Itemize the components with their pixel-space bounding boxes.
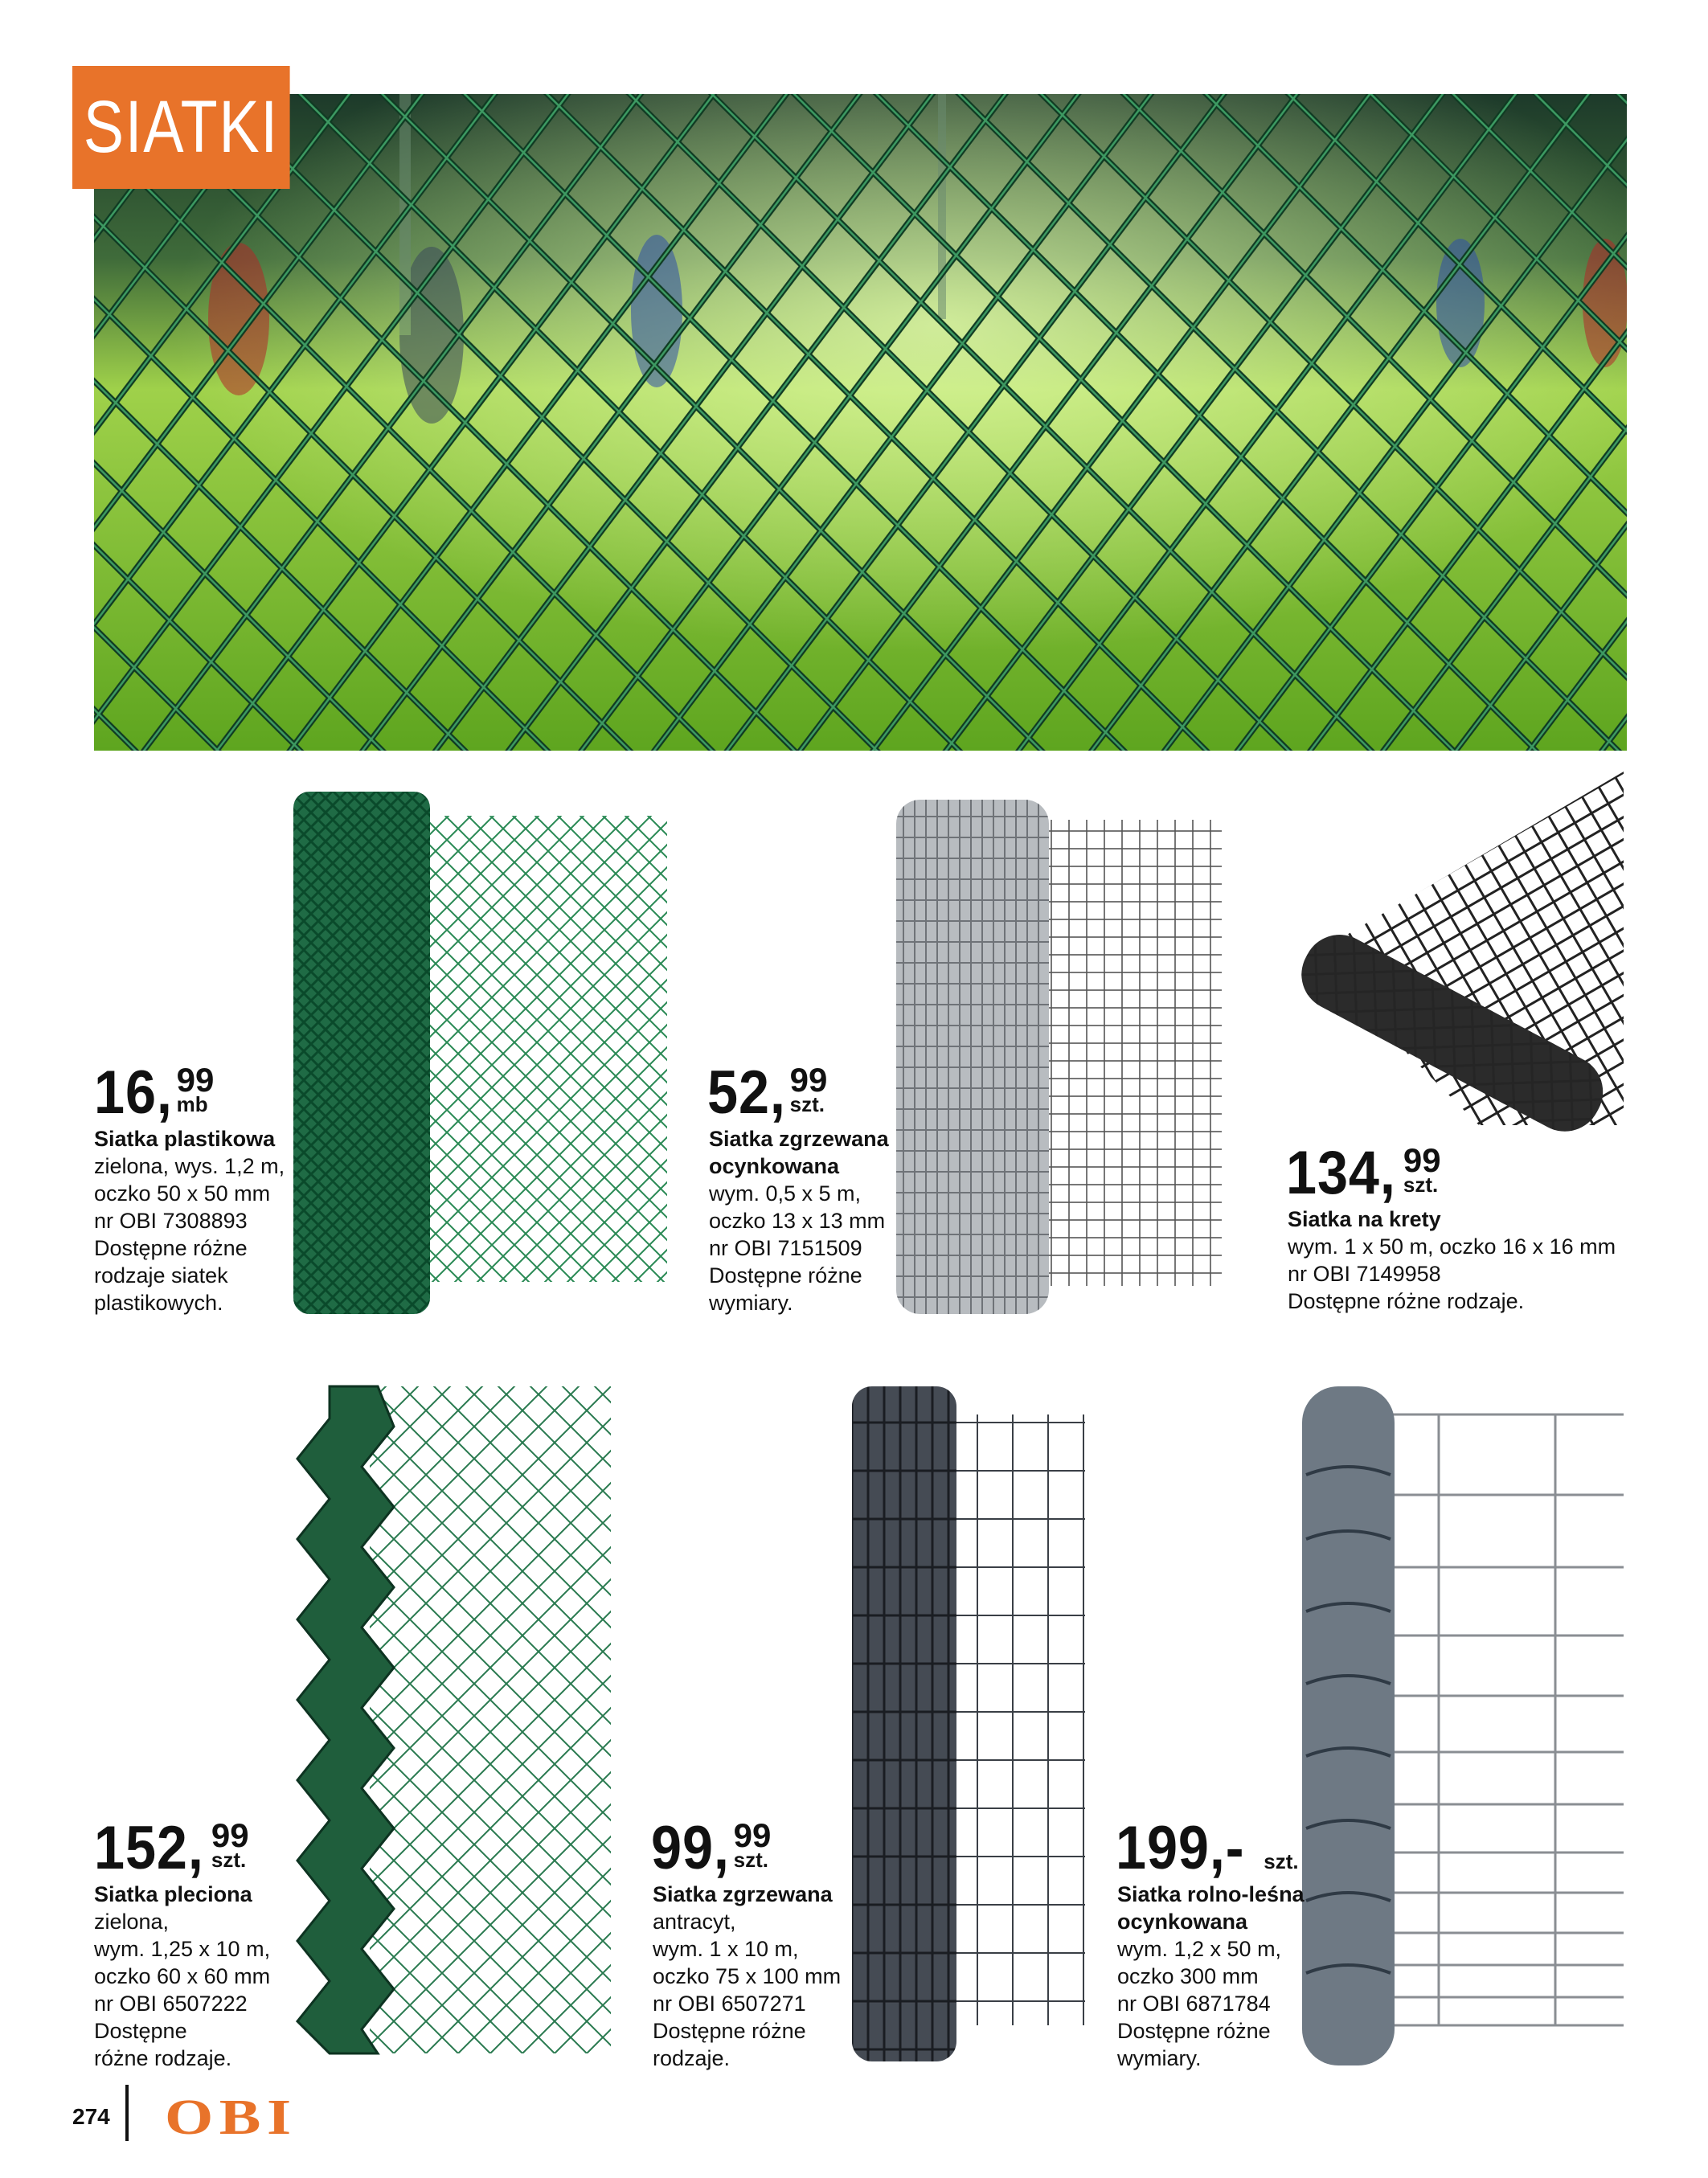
fence-photo <box>94 94 1627 751</box>
product-line: Dostępne różne rodzaje. <box>1288 1289 1525 1313</box>
price-siatka-zgrzewana-antracyt <box>651 1814 772 1882</box>
product-image-siatka-rolno-lesna <box>1294 1378 1628 2074</box>
product-line: wym. 1 x 50 m, oczko 16 x 16 mm <box>1288 1234 1616 1259</box>
product-line: Dostępne różne <box>709 1263 862 1288</box>
product-line: wymiary. <box>1117 2046 1202 2070</box>
product-line: oczko 75 x 100 mm <box>653 1964 842 1988</box>
product-line: nr OBI 6871784 <box>1117 1992 1271 2016</box>
product-line: zielona, <box>94 1910 170 1934</box>
product-image-siatka-plastikowa <box>289 784 675 1330</box>
description-siatka-pleciona <box>94 1881 270 2072</box>
price-unit: szt. <box>733 1848 768 1872</box>
price-integer: 16, <box>94 1058 173 1127</box>
description-siatka-zgrzewana-ocynkowana <box>709 1125 889 1316</box>
description-siatka-na-krety <box>1288 1206 1616 1315</box>
product-image-siatka-zgrzewana-antracyt <box>836 1374 1093 2074</box>
product-line: nr OBI 7308893 <box>94 1209 248 1233</box>
description-siatka-zgrzewana-antracyt <box>653 1881 841 2072</box>
price-siatka-plastikowa <box>94 1058 215 1127</box>
product-line: Dostępne różne <box>94 1236 248 1260</box>
product-line: nr OBI 7151509 <box>709 1236 862 1260</box>
product-name: Siatka na krety <box>1288 1207 1441 1231</box>
description-siatka-plastikowa <box>94 1125 285 1316</box>
product-line: wym. 1,2 x 50 m, <box>1117 1937 1282 1961</box>
product-image-siatka-pleciona <box>281 1378 619 2061</box>
price-cents: 99 <box>211 1816 249 1854</box>
product-line: oczko 60 x 60 mm <box>94 1964 271 1988</box>
product-name: Siatka zgrzewana <box>653 1882 833 1906</box>
product-line: wymiary. <box>709 1291 793 1315</box>
price-unit: szt. <box>211 1848 247 1872</box>
hero-image <box>94 94 1627 751</box>
price-cents: 99 <box>176 1061 215 1099</box>
product-line: oczko 50 x 50 mm <box>94 1181 271 1206</box>
product-line: nr OBI 7149958 <box>1288 1262 1441 1286</box>
obi-logo: OBI <box>165 2090 297 2145</box>
product-name-line2: ocynkowana <box>1117 1910 1248 1934</box>
product-line: wym. 1 x 10 m, <box>653 1937 799 1961</box>
section-title: SIATKI <box>72 66 290 189</box>
price-integer: 52, <box>707 1058 786 1127</box>
product-name: Siatka rolno-leśna <box>1117 1882 1305 1906</box>
product-line: plastikowych. <box>94 1291 223 1315</box>
product-line: różne rodzaje. <box>94 2046 232 2070</box>
price-siatka-na-krety <box>1286 1139 1441 1207</box>
price-integer: 199,- <box>1116 1814 1245 1882</box>
price-cents: 99 <box>1403 1141 1441 1179</box>
product-line: zielona, wys. 1,2 m, <box>94 1154 285 1178</box>
price-integer: 134, <box>1286 1139 1396 1207</box>
product-line: rodzaje. <box>653 2046 731 2070</box>
price-unit: mb <box>176 1092 208 1116</box>
price-siatka-zgrzewana-ocynkowana <box>707 1058 828 1127</box>
product-line: antracyt, <box>653 1910 736 1934</box>
product-line: Dostępne <box>94 2019 187 2043</box>
product-name: Siatka zgrzewana <box>709 1127 889 1151</box>
product-line: oczko 300 mm <box>1117 1964 1259 1988</box>
footer-divider <box>125 2085 129 2141</box>
page-number: 274 <box>72 2104 110 2129</box>
price-cents: 99 <box>733 1816 772 1854</box>
product-line: nr OBI 6507222 <box>94 1992 248 2016</box>
product-name-line2: ocynkowana <box>709 1154 840 1178</box>
product-line: Dostępne różne <box>653 2019 806 2043</box>
product-line: wym. 1,25 x 10 m, <box>94 1937 271 1961</box>
product-image-siatka-zgrzewana-ocynkowana <box>892 796 1230 1318</box>
price-integer: 99, <box>651 1814 730 1882</box>
product-name: Siatka plastikowa <box>94 1127 276 1151</box>
price-unit: szt. <box>789 1092 825 1116</box>
product-name: Siatka pleciona <box>94 1882 252 1906</box>
price-siatka-pleciona <box>94 1814 249 1882</box>
description-siatka-rolno-lesna <box>1117 1881 1305 2072</box>
product-line: nr OBI 6507271 <box>653 1992 806 2016</box>
price-siatka-rolno-lesna <box>1116 1814 1299 1882</box>
product-line: oczko 13 x 13 mm <box>709 1209 886 1233</box>
product-line: wym. 0,5 x 5 m, <box>709 1181 862 1206</box>
price-unit: szt. <box>1403 1173 1439 1197</box>
price-unit: szt. <box>1264 1849 1299 1873</box>
product-line: rodzaje siatek <box>94 1263 228 1288</box>
price-integer: 152, <box>94 1814 204 1882</box>
product-line: Dostępne różne <box>1117 2019 1271 2043</box>
product-image-siatka-na-krety <box>1278 772 1628 1141</box>
price-cents: 99 <box>789 1061 828 1099</box>
